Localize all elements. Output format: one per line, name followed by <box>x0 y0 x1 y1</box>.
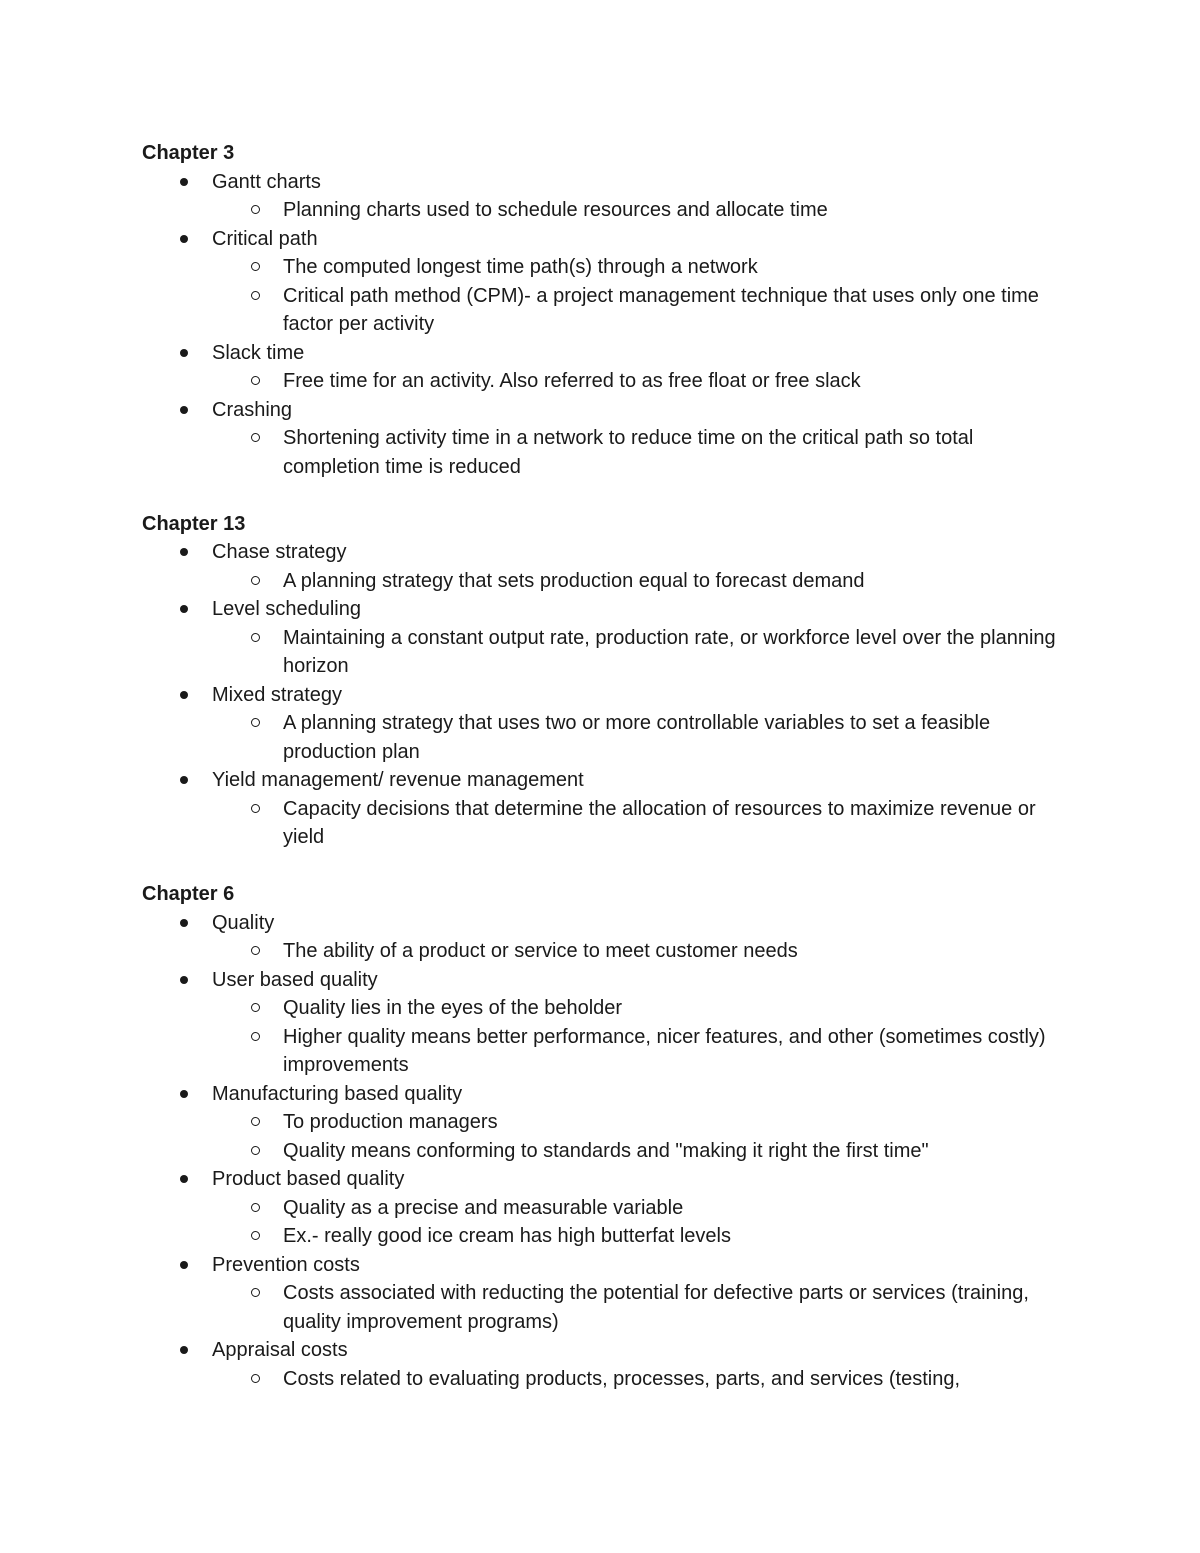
term-item <box>142 168 1072 225</box>
term-label: User based quality <box>212 968 378 991</box>
definition-list <box>212 253 1072 339</box>
definition-list <box>212 1194 1072 1251</box>
definition-list <box>212 567 1072 596</box>
definition-item <box>142 1137 1072 1166</box>
definition-text: Quality as a precise and measurable variable <box>283 1196 684 1219</box>
definition-text: Ex.- really good ice cream has high butterfat levels <box>283 1225 731 1247</box>
filled-bullet-icon <box>180 976 188 984</box>
term-list <box>142 538 1072 852</box>
filled-bullet-icon <box>180 548 188 556</box>
definition-list <box>212 1365 1072 1394</box>
filled-bullet-icon <box>180 235 188 243</box>
filled-bullet-icon <box>180 1175 188 1183</box>
term-label: Manufacturing based quality <box>212 1082 463 1105</box>
term-label: Crashing <box>212 398 293 421</box>
hollow-bullet-icon <box>251 433 260 442</box>
definition-text: A planning strategy that sets production equal to forecast demand <box>283 569 865 592</box>
hollow-bullet-icon <box>251 1231 260 1240</box>
definition-item <box>142 367 1072 396</box>
definition-item <box>142 795 1072 852</box>
definition-list <box>212 1279 1072 1336</box>
term-item <box>142 1165 1072 1251</box>
chapter-section <box>142 510 1072 852</box>
filled-bullet-icon <box>180 406 188 414</box>
definition-list <box>212 624 1072 681</box>
term-label: Product based quality <box>212 1168 405 1190</box>
term-item <box>142 966 1072 1080</box>
definition-item <box>142 709 1072 766</box>
hollow-bullet-icon <box>251 804 260 813</box>
definition-text: The ability of a product or service to meet customer needs <box>283 940 798 962</box>
definition-text: Costs associated with reducting the potential for defective parts or services (training, quality improvement programs) <box>283 1282 1029 1333</box>
term-list <box>142 909 1072 1394</box>
definition-list <box>212 424 1072 481</box>
hollow-bullet-icon <box>251 205 260 214</box>
term-label: Appraisal costs <box>212 1339 348 1361</box>
definition-text: Capacity decisions that determine the allocation of resources to maximize revenue or yield <box>283 797 1036 848</box>
filled-bullet-icon <box>180 691 188 699</box>
filled-bullet-icon <box>180 776 188 784</box>
filled-bullet-icon <box>180 1090 188 1098</box>
filled-bullet-icon <box>180 1261 188 1269</box>
hollow-bullet-icon <box>251 376 260 385</box>
definition-item <box>142 1222 1072 1251</box>
hollow-bullet-icon <box>251 291 260 300</box>
definition-item <box>142 1279 1072 1336</box>
hollow-bullet-icon <box>251 262 260 271</box>
term-label: Critical path <box>212 227 318 250</box>
definition-list <box>212 367 1072 396</box>
term-label: Prevention costs <box>212 1253 360 1276</box>
definition-text: Critical path method (CPM)- a project management technique that uses only one time factor per activity <box>283 284 1039 335</box>
definition-item <box>142 196 1072 225</box>
term-label: Gantt charts <box>212 170 321 193</box>
definition-text: The computed longest time path(s) through a network <box>283 256 758 278</box>
definition-item <box>142 1108 1072 1137</box>
definition-text: A planning strategy that uses two or more controllable variables to set a feasible production plan <box>283 712 991 763</box>
definition-item <box>142 1023 1072 1080</box>
chapter-section <box>142 139 1072 481</box>
term-item <box>142 1336 1072 1393</box>
term-item <box>142 766 1072 852</box>
definition-text: Free time for an activity. Also referred to as free float or free slack <box>283 370 861 392</box>
hollow-bullet-icon <box>251 1146 260 1155</box>
term-label: Slack time <box>212 341 305 364</box>
filled-bullet-icon <box>180 919 188 927</box>
hollow-bullet-icon <box>251 1117 260 1126</box>
hollow-bullet-icon <box>251 576 260 585</box>
definition-list <box>212 196 1072 225</box>
definition-item <box>142 1194 1072 1223</box>
definition-item <box>142 424 1072 481</box>
definition-item <box>142 937 1072 966</box>
definition-item <box>142 282 1072 339</box>
hollow-bullet-icon <box>251 1003 260 1012</box>
definition-list <box>212 795 1072 852</box>
hollow-bullet-icon <box>251 718 260 727</box>
filled-bullet-icon <box>180 1346 188 1354</box>
term-item <box>142 538 1072 595</box>
term-label: Yield management/ revenue management <box>212 769 584 791</box>
definition-text: Shortening activity time in a network to reduce time on the critical path so total completion time is reduced <box>283 427 974 478</box>
chapter-section <box>142 880 1072 1393</box>
definition-item <box>142 253 1072 282</box>
definition-text: Higher quality means better performance, nicer features, and other (sometimes costly) improvements <box>283 1025 1046 1076</box>
term-label: Chase strategy <box>212 541 347 563</box>
definition-text: Maintaining a constant output rate, production rate, or workforce level over the planning horizon <box>283 626 1056 677</box>
filled-bullet-icon <box>180 178 188 186</box>
definition-item <box>142 567 1072 596</box>
definition-list <box>212 1108 1072 1165</box>
term-label: Level scheduling <box>212 598 361 620</box>
term-item <box>142 595 1072 681</box>
filled-bullet-icon <box>180 605 188 613</box>
hollow-bullet-icon <box>251 1203 260 1212</box>
hollow-bullet-icon <box>251 1288 260 1297</box>
hollow-bullet-icon <box>251 946 260 955</box>
definition-item <box>142 994 1072 1023</box>
definition-text: To production managers <box>283 1111 498 1133</box>
term-item <box>142 225 1072 339</box>
chapter-heading: Chapter 3 <box>142 142 235 164</box>
definition-text: Costs related to evaluating products, processes, parts, and services (testing, <box>283 1367 961 1390</box>
term-item <box>142 681 1072 767</box>
definition-text: Planning charts used to schedule resources and allocate time <box>283 199 828 221</box>
definition-item <box>142 624 1072 681</box>
definition-item <box>142 1365 1072 1394</box>
document-body <box>142 139 1072 1393</box>
term-list <box>142 168 1072 482</box>
term-label: Quality <box>212 911 275 934</box>
definition-text: Quality means conforming to standards and "making it right the first time" <box>283 1139 929 1162</box>
chapter-heading: Chapter 13 <box>142 512 246 535</box>
term-item <box>142 1080 1072 1166</box>
definition-list <box>212 994 1072 1080</box>
chapter-heading: Chapter 6 <box>142 883 235 905</box>
definition-text: Quality lies in the eyes of the beholder <box>283 997 623 1019</box>
filled-bullet-icon <box>180 349 188 357</box>
term-item <box>142 909 1072 966</box>
hollow-bullet-icon <box>251 1032 260 1041</box>
hollow-bullet-icon <box>251 633 260 642</box>
hollow-bullet-icon <box>251 1374 260 1383</box>
term-item <box>142 396 1072 482</box>
definition-list <box>212 937 1072 966</box>
term-item <box>142 1251 1072 1337</box>
term-label: Mixed strategy <box>212 683 343 706</box>
definition-list <box>212 709 1072 766</box>
term-item <box>142 339 1072 396</box>
